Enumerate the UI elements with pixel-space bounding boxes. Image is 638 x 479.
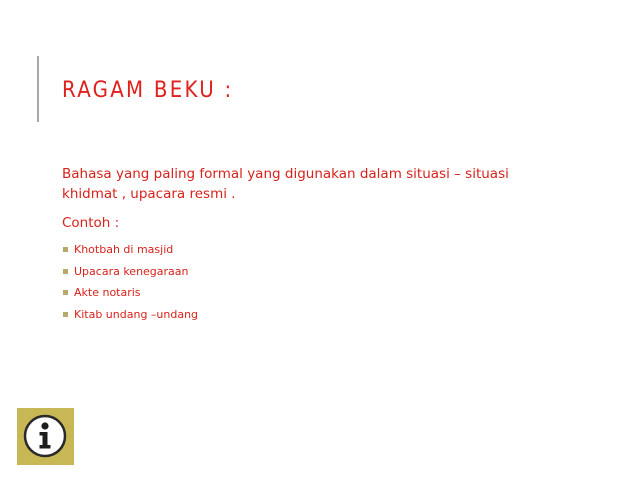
info-icon-button[interactable] [17, 408, 74, 465]
list-item [62, 304, 552, 326]
slide-title: RAGAM BEKU : [62, 78, 234, 103]
list-item [62, 282, 552, 304]
info-icon [17, 408, 74, 465]
bullet-icon [63, 247, 68, 252]
bullet-icon [63, 312, 68, 317]
bullet-icon [63, 269, 68, 274]
list-item-label: Akte notaris [74, 286, 141, 300]
list-item-label: Khotbah di masjid [74, 243, 174, 257]
list-item [62, 261, 552, 283]
list-item-label: Upacara kenegaraan [74, 264, 189, 278]
title-accent-bar [37, 56, 39, 122]
example-list [62, 239, 552, 325]
bullet-icon [63, 290, 68, 295]
slide-content [62, 164, 552, 325]
intro-text: Bahasa yang paling formal yang digunakan dalam situasi – situasi khidmat , upacara resmi . [62, 166, 509, 202]
list-item [62, 239, 552, 261]
list-item-label: Kitab undang –undang [74, 307, 199, 321]
example-label: Contoh : [62, 215, 120, 231]
